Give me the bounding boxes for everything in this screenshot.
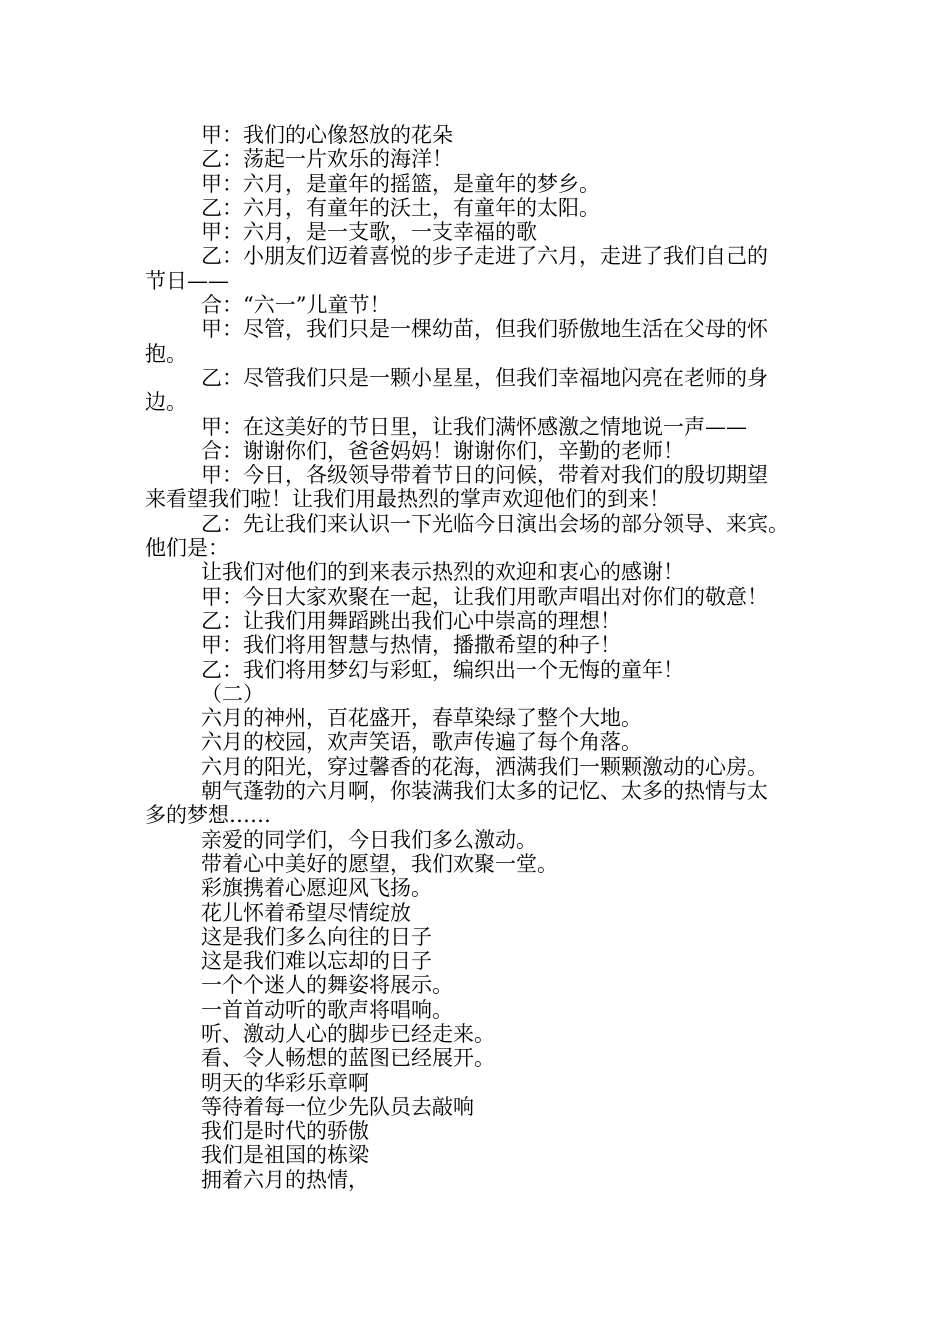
- text-line: 亲爱的同学们，今日我们多么激动。: [201, 827, 537, 852]
- text-line: 这是我们难以忘却的日子: [201, 949, 432, 974]
- text-line: 花儿怀着希望尽情绽放: [201, 900, 411, 925]
- text-line: 六月的神州，百花盛开，春草染绿了整个大地。: [201, 706, 642, 731]
- text-line: 甲：在这美好的节日里，让我们满怀感激之情地说一声——: [201, 414, 747, 439]
- text-line: 甲：今日，各级领导带着节日的问候，带着对我们的殷切期望: [201, 463, 768, 488]
- text-line: 多的梦想……: [145, 803, 271, 828]
- text-line: 乙：荡起一片欢乐的海洋！: [201, 147, 453, 172]
- text-line: 合：“六一”儿童节！: [201, 293, 391, 318]
- text-line: 甲：我们的心像怒放的花朵: [201, 123, 453, 147]
- text-line: 乙：我们将用梦幻与彩虹，编织出一个无悔的童年！: [201, 657, 684, 682]
- text-line: 听、激动人心的脚步已经走来。: [201, 1021, 495, 1046]
- text-line: 他们是：: [145, 536, 229, 561]
- text-line: 甲：今日大家欢聚在一起，让我们用歌声唱出对你们的敬意！: [201, 584, 768, 609]
- text-line: 甲：六月，是童年的摇篮，是童年的梦乡。: [201, 171, 600, 196]
- text-line: 明天的华彩乐章啊: [201, 1070, 369, 1095]
- document-body: [145, 123, 820, 1192]
- text-line: 乙：六月，有童年的沃土，有童年的太阳。: [201, 195, 600, 220]
- text-line: 乙：先让我们来认识一下光临今日演出会场的部分领导、来宾。: [201, 511, 789, 536]
- text-line: 合：谢谢你们，爸爸妈妈！谢谢你们，辛勤的老师！: [201, 438, 684, 463]
- text-line: 甲：尽管，我们只是一棵幼苗，但我们骄傲地生活在父母的怀: [201, 317, 768, 342]
- text-line: 看、令人畅想的蓝图已经展开。: [201, 1046, 495, 1071]
- text-line: 拥着六月的热情，: [201, 1167, 369, 1192]
- text-line: 等待着每一位少先队员去敲响: [201, 1094, 474, 1119]
- text-line: 乙：让我们用舞蹈跳出我们心中崇高的理想！: [201, 608, 621, 633]
- text-line: 让我们对他们的到来表示热烈的欢迎和衷心的感谢！: [201, 560, 684, 585]
- text-line: 一个个迷人的舞姿将展示。: [201, 973, 453, 998]
- text-line: 六月的校园，欢声笑语，歌声传遍了每个角落。: [201, 730, 642, 755]
- text-line: 甲：六月，是一支歌，一支幸福的歌: [201, 220, 537, 245]
- text-line: 我们是时代的骄傲: [201, 1119, 369, 1144]
- text-line: （二）: [201, 681, 264, 706]
- text-line: 乙：尽管我们只是一颗小星星，但我们幸福地闪亮在老师的身: [201, 365, 768, 390]
- text-line: 甲：我们将用智慧与热情，播撒希望的种子！: [201, 633, 621, 658]
- text-line: 边。: [145, 390, 187, 415]
- text-line: 六月的阳光，穿过馨香的花海，洒满我们一颗颗激动的心房。: [201, 754, 768, 779]
- text-line: 这是我们多么向往的日子: [201, 924, 432, 949]
- text-line: 朝气蓬勃的六月啊，你装满我们太多的记忆、太多的热情与太: [201, 779, 768, 804]
- text-line: 抱。: [145, 341, 187, 366]
- text-line: 节日——: [145, 268, 229, 293]
- text-line: 乙：小朋友们迈着喜悦的步子走进了六月，走进了我们自己的: [201, 244, 768, 269]
- text-line: 我们是祖国的栋梁: [201, 1143, 369, 1168]
- text-line: 来看望我们啦！让我们用最热烈的掌声欢迎他们的到来！: [145, 487, 670, 512]
- text-line: 一首首动听的歌声将唱响。: [201, 997, 453, 1022]
- text-line: 带着心中美好的愿望，我们欢聚一堂。: [201, 851, 558, 876]
- text-line: 彩旗携着心愿迎风飞扬。: [201, 876, 432, 901]
